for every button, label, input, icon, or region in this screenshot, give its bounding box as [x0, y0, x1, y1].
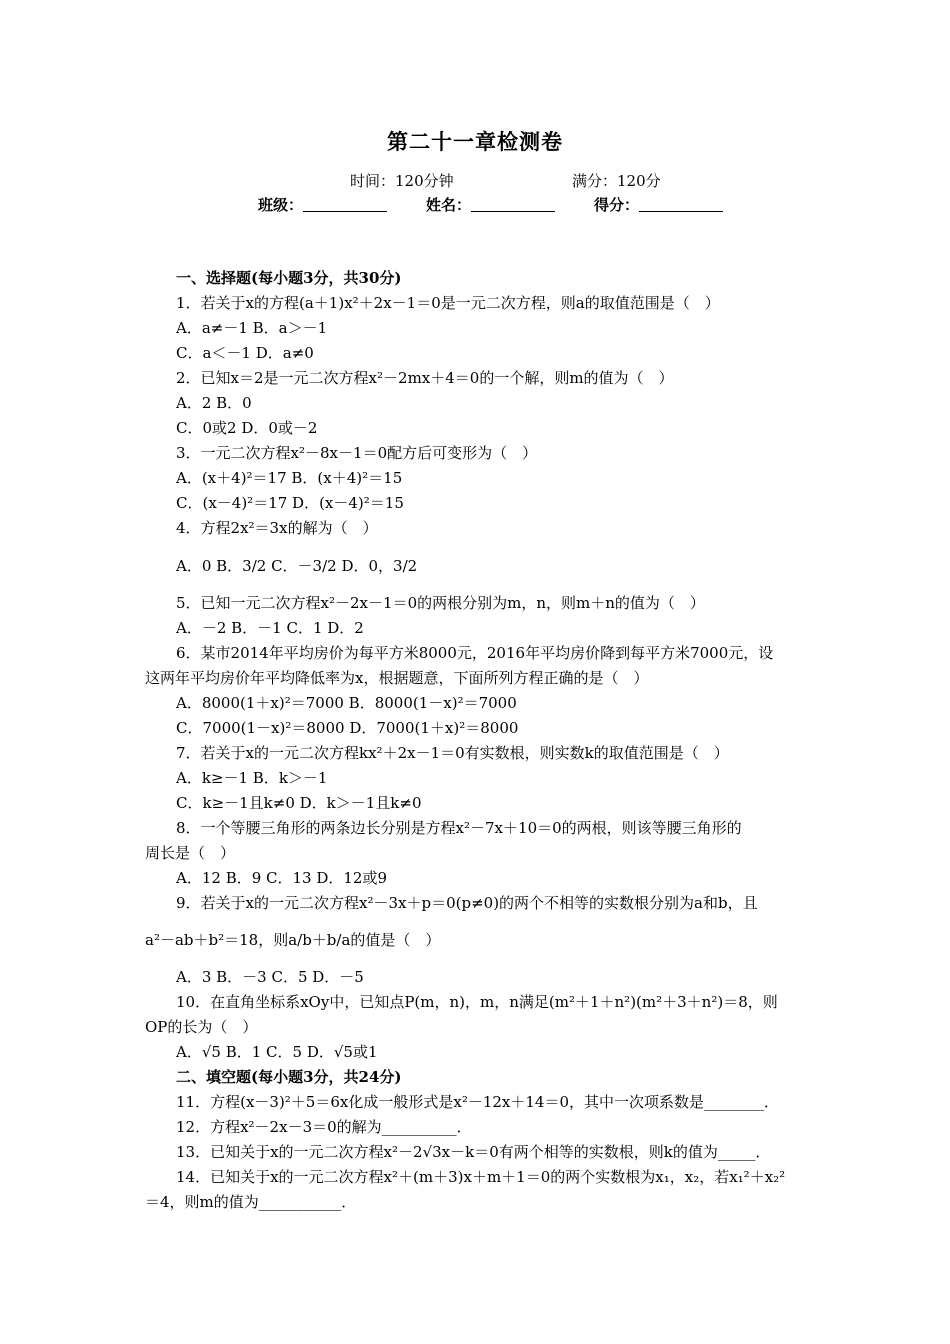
option-line: A．k≥－1 B．k＞－1 — [176, 769, 328, 787]
question-line: 8．一个等腰三角形的两条边长分别是方程x²－7x＋10＝0的两根，则该等腰三角形的 — [176, 819, 742, 837]
option-line: A．12 B．9 C．13 D．12或9 — [176, 869, 388, 887]
score-blank — [639, 197, 723, 212]
question-line-continued: 周长是（ ） — [145, 844, 236, 862]
question-line-continued: OP的长为（ ） — [145, 1018, 258, 1036]
option-line: C．0或2 D．0或－2 — [176, 419, 318, 437]
section-choice-heading: 一、选择题(每小题3分，共30分) — [176, 269, 402, 287]
option-line: A．√5 B．1 C．5 D．√5或1 — [176, 1043, 378, 1061]
question-line: 12．方程x²－2x－3＝0的解为__________． — [176, 1118, 472, 1136]
question-line: 10．在直角坐标系xOy中，已知点P(m，n)，m，n满足(m²＋1＋n²)(m²＋3＋n²)＝8，则 — [176, 993, 778, 1011]
option-line: C．(x－4)²＝17 D．(x－4)²＝15 — [176, 494, 404, 512]
exam-time: 时间：120分钟 — [350, 172, 454, 190]
question-line: 11．方程(x－3)²＋5＝6x化成一般形式是x²－12x＋14＝0，其中一次项系数是________． — [176, 1093, 780, 1111]
question-line: 4．方程2x²＝3x的解为（ ） — [176, 519, 378, 537]
option-line: A．2 B．0 — [176, 394, 252, 412]
section-fill-heading: 二、填空题(每小题3分，共24分) — [176, 1068, 402, 1086]
question-line: 14．已知关于x的一元二次方程x²＋(m＋3)x＋m＋1＝0的两个实数根为x₁，x₂，若x₁²＋x₂² — [176, 1168, 786, 1186]
option-line: C．7000(1－x)²＝8000 D．7000(1＋x)²＝8000 — [176, 719, 519, 737]
class-field — [258, 194, 387, 215]
option-line: A．0 B．3/2 C．－3/2 D．0，3/2 — [176, 557, 418, 575]
question-line-continued: 这两年平均房价年平均降低率为x，根据题意，下面所列方程正确的是（ ） — [145, 669, 649, 687]
score-field — [594, 194, 723, 215]
option-line: A．(x＋4)²＝17 B．(x＋4)²＝15 — [176, 469, 403, 487]
question-line: 3．一元二次方程x²－8x－1＝0配方后可变形为（ ） — [176, 444, 538, 462]
question-line: 5．已知一元二次方程x²－2x－1＝0的两根分别为m，n，则m＋n的值为（ ） — [176, 594, 705, 612]
name-label: 姓名： — [426, 196, 472, 214]
option-line: C．a＜－1 D．a≠0 — [176, 344, 314, 362]
option-line: A．－2 B．－1 C．1 D．2 — [176, 619, 364, 637]
option-line: C．k≥－1且k≠0 D．k＞－1且k≠0 — [176, 794, 422, 812]
question-line: 9．若关于x的一元二次方程x²－3x＋p＝0(p≠0)的两个不相等的实数根分别为a和b，且 — [176, 894, 758, 912]
question-line: 6．某市2014年平均房价为每平方米8000元，2016年平均房价降到每平方米7000元，设 — [176, 644, 774, 662]
option-line: A．8000(1＋x)²＝7000 B．8000(1－x)²＝7000 — [176, 694, 517, 712]
name-field — [426, 194, 555, 215]
option-line: A．a≠－1 B．a＞－1 — [176, 319, 328, 337]
class-blank — [303, 197, 387, 212]
question-line: 13．已知关于x的一元二次方程x²－2√3x－k＝0有两个相等的实数根，则k的值为_____． — [176, 1143, 771, 1161]
class-label: 班级： — [258, 196, 304, 214]
question-line: 2．已知x＝2是一元二次方程x²－2mx＋4＝0的一个解，则m的值为（ ） — [176, 369, 674, 387]
page-title: 第二十一章检测卷 — [387, 129, 563, 154]
question-line: 7．若关于x的一元二次方程kx²＋2x－1＝0有实数根，则实数k的取值范围是（ ） — [176, 744, 729, 762]
option-line: A．3 B．－3 C．5 D．－5 — [176, 968, 364, 986]
question-line-continued: ＝4，则m的值为___________． — [145, 1193, 357, 1211]
question-line: 1．若关于x的方程(a＋1)x²＋2x－1＝0是一元二次方程，则a的取值范围是（ ） — [176, 294, 720, 312]
question-line-continued: a²－ab＋b²＝18，则a/b＋b/a的值是（ ） — [145, 931, 441, 949]
exam-total-score: 满分：120分 — [572, 172, 661, 190]
score-label: 得分： — [594, 196, 640, 214]
name-blank — [471, 197, 555, 212]
